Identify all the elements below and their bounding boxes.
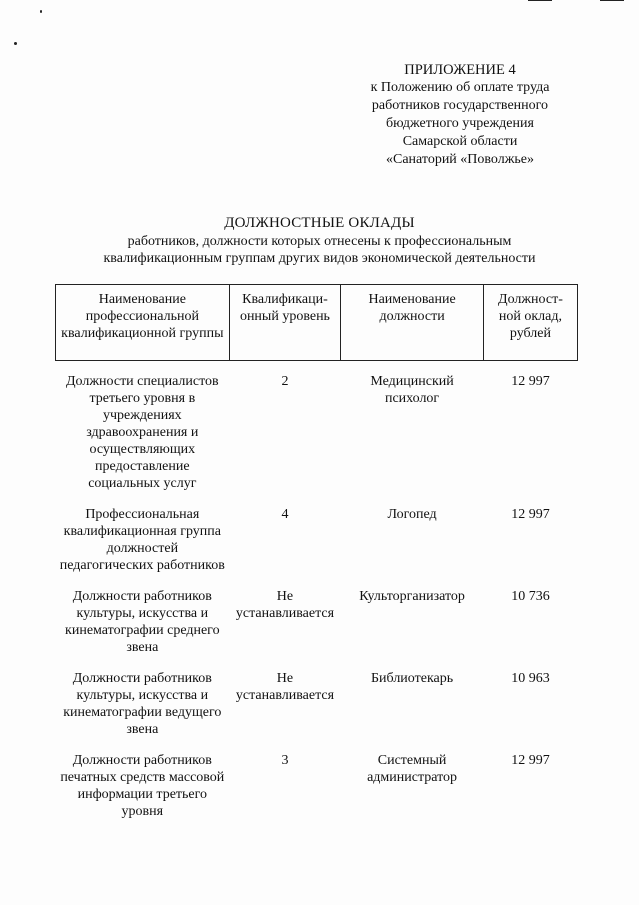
table-row <box>56 662 578 744</box>
header-salary: Должност-ной оклад, рублей <box>483 285 577 361</box>
cell-level: 2 <box>281 374 289 389</box>
table-row <box>56 498 578 580</box>
header-position: Наименование должности <box>341 285 484 361</box>
scan-speck <box>40 10 42 13</box>
document-subtitle-line: работников, должности которых отнесены к профессиональным <box>127 234 512 249</box>
cell-group: Должности специалистов третьего уровня в учреждениях здравоохранения и осуществляющих предоставление социальных услуг <box>65 374 219 491</box>
document-subtitle-line: квалификационным группам других видов экономической деятельности <box>103 251 536 266</box>
cell-level: Не устанавливается <box>235 671 335 703</box>
table-row <box>56 580 578 662</box>
appendix-block <box>355 61 565 169</box>
cell-salary: 12 997 <box>511 753 550 768</box>
cell-level: 3 <box>281 753 289 768</box>
appendix-line: к Положению об оплате труда <box>370 80 550 95</box>
header-level: Квалификаци-онный уровень <box>229 285 341 361</box>
cell-salary: 10 736 <box>511 589 550 604</box>
cell-group: Должности работников культуры, искусства и кинематографии среднего звена <box>65 589 220 655</box>
table-row <box>56 744 578 826</box>
appendix-line: бюджетного учреждения <box>386 116 534 131</box>
cell-level: 4 <box>281 507 289 522</box>
header-group: Наименование профессиональной квалификационной группы <box>56 285 230 361</box>
scan-speck <box>14 42 17 45</box>
document-heading <box>0 214 639 267</box>
document-title: ДОЛЖНОСТНЫЕ ОКЛАДЫ <box>224 215 415 231</box>
appendix-line: работников государственного <box>371 98 549 113</box>
cell-position: Логопед <box>387 507 437 522</box>
cell-salary: 12 997 <box>511 374 550 389</box>
table-row <box>56 361 578 499</box>
cell-level: Не устанавливается <box>235 589 335 621</box>
appendix-title: ПРИЛОЖЕНИЕ 4 <box>404 62 516 78</box>
scan-speck <box>600 0 624 1</box>
appendix-line: Самарской области <box>402 134 518 149</box>
table-header-row <box>56 285 578 361</box>
cell-group: Профессиональная квалификационная группа должностей педагогических работников <box>59 507 225 573</box>
cell-position: Библиотекарь <box>371 671 454 686</box>
cell-position: Культорганизатор <box>359 589 465 604</box>
cell-position: Системный администратор <box>367 753 458 785</box>
cell-salary: 12 997 <box>511 507 550 522</box>
cell-salary: 10 963 <box>511 671 550 686</box>
cell-group: Должности работников печатных средств массовой информации третьего уровня <box>60 753 225 819</box>
appendix-line: «Санаторий «Поволжье» <box>385 152 534 167</box>
salary-table <box>55 284 578 826</box>
scan-speck <box>528 0 552 1</box>
cell-group: Должности работников культуры, искусства и кинематографии ведущего звена <box>63 671 222 737</box>
cell-position: Медицинский психолог <box>370 374 454 406</box>
